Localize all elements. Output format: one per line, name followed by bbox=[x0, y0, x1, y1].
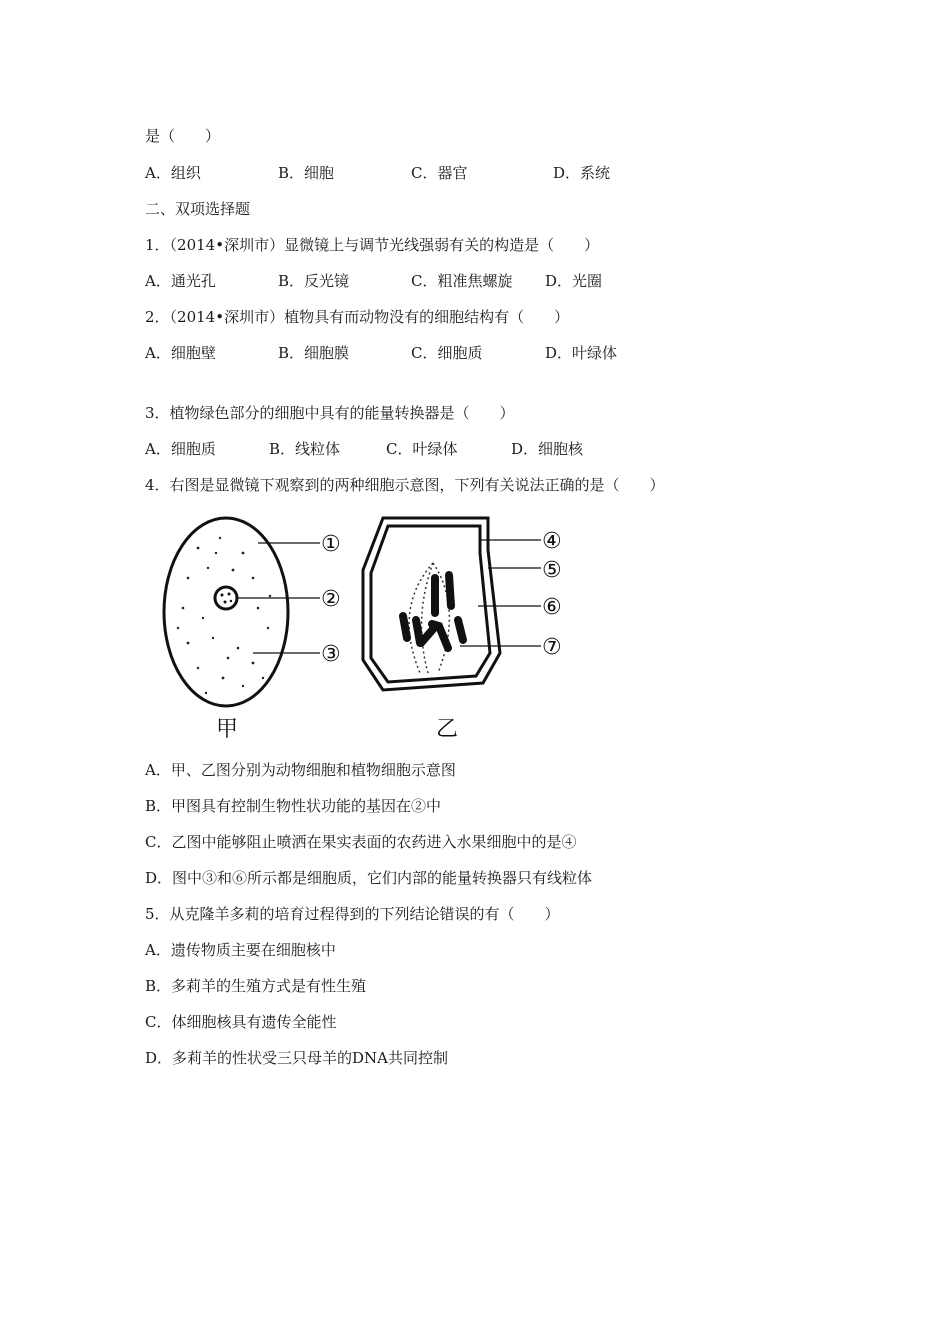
q2-option-b: B．细胞膜 bbox=[278, 344, 350, 362]
q1-option-a: A．通光孔 bbox=[145, 272, 216, 290]
option-d: D．系统 bbox=[553, 164, 611, 182]
q5-option-a: A．遗传物质主要在细胞核中 bbox=[145, 941, 336, 959]
label-7: ⑦ bbox=[542, 635, 562, 660]
q1-option-c: C．粗准焦螺旋 bbox=[411, 272, 513, 290]
q3-option-b: B．线粒体 bbox=[269, 440, 341, 458]
question-2: 2．（2014•深圳市）植物具有而动物没有的细胞结构有（ ） bbox=[145, 308, 570, 326]
cell-membrane-inner bbox=[371, 526, 490, 682]
caption-yi: 乙 bbox=[436, 717, 459, 742]
option-a: A．组织 bbox=[145, 164, 201, 182]
label-3: ③ bbox=[321, 642, 341, 667]
animal-cell-membrane bbox=[164, 518, 288, 706]
q5-option-c: C．体细胞核具有遗传全能性 bbox=[145, 1013, 337, 1031]
q3-option-d: D．细胞核 bbox=[511, 440, 584, 458]
caption-jia: 甲 bbox=[216, 717, 239, 742]
q5-option-d: D．多莉羊的性状受三只母羊的DNA共同控制 bbox=[145, 1049, 449, 1067]
chromosomes bbox=[403, 575, 463, 648]
option-c: C．器官 bbox=[411, 164, 468, 182]
section-heading: 二、双项选择题 bbox=[145, 200, 251, 218]
q2-option-a: A．细胞壁 bbox=[145, 344, 216, 362]
question-4: 4．右图是显微镜下观察到的两种细胞示意图，下列有关说法正确的是（ ） bbox=[145, 476, 665, 494]
q1-option-b: B．反光镜 bbox=[278, 272, 350, 290]
q3-option-a: A．细胞质 bbox=[145, 440, 216, 458]
q3-option-c: C．叶绿体 bbox=[386, 440, 458, 458]
label-1: ① bbox=[321, 532, 341, 557]
q2-option-c: C．细胞质 bbox=[411, 344, 483, 362]
question-1: 1．（2014•深圳市）显微镜上与调节光线强弱有关的构造是（ ） bbox=[145, 236, 600, 254]
cell-diagram bbox=[158, 508, 578, 742]
option-b: B．细胞 bbox=[278, 164, 335, 182]
q4-option-c: C．乙图中能够阻止喷洒在果实表面的农药进入水果细胞中的是④ bbox=[145, 833, 577, 851]
question-3: 3．植物绿色部分的细胞中具有的能量转换器是（ ） bbox=[145, 404, 515, 422]
label-5: ⑤ bbox=[542, 558, 562, 583]
q2-option-d: D．叶绿体 bbox=[545, 344, 618, 362]
q5-option-b: B．多莉羊的生殖方式是有性生殖 bbox=[145, 977, 367, 995]
q4-option-d: D．图中③和⑥所示都是细胞质，它们内部的能量转换器只有线粒体 bbox=[145, 869, 593, 887]
q4-option-a: A．甲、乙图分别为动物细胞和植物细胞示意图 bbox=[145, 761, 456, 779]
label-4: ④ bbox=[542, 529, 562, 554]
q1-option-d: D．光圈 bbox=[545, 272, 603, 290]
question-5: 5．从克隆羊多莉的培育过程得到的下列结论错误的有（ ） bbox=[145, 905, 560, 923]
label-6: ⑥ bbox=[542, 595, 562, 620]
question-stem-tail: 是（ ） bbox=[145, 127, 221, 145]
nucleus bbox=[215, 587, 237, 609]
q4-option-b: B．甲图具有控制生物性状功能的基因在②中 bbox=[145, 797, 442, 815]
label-2: ② bbox=[321, 587, 341, 612]
